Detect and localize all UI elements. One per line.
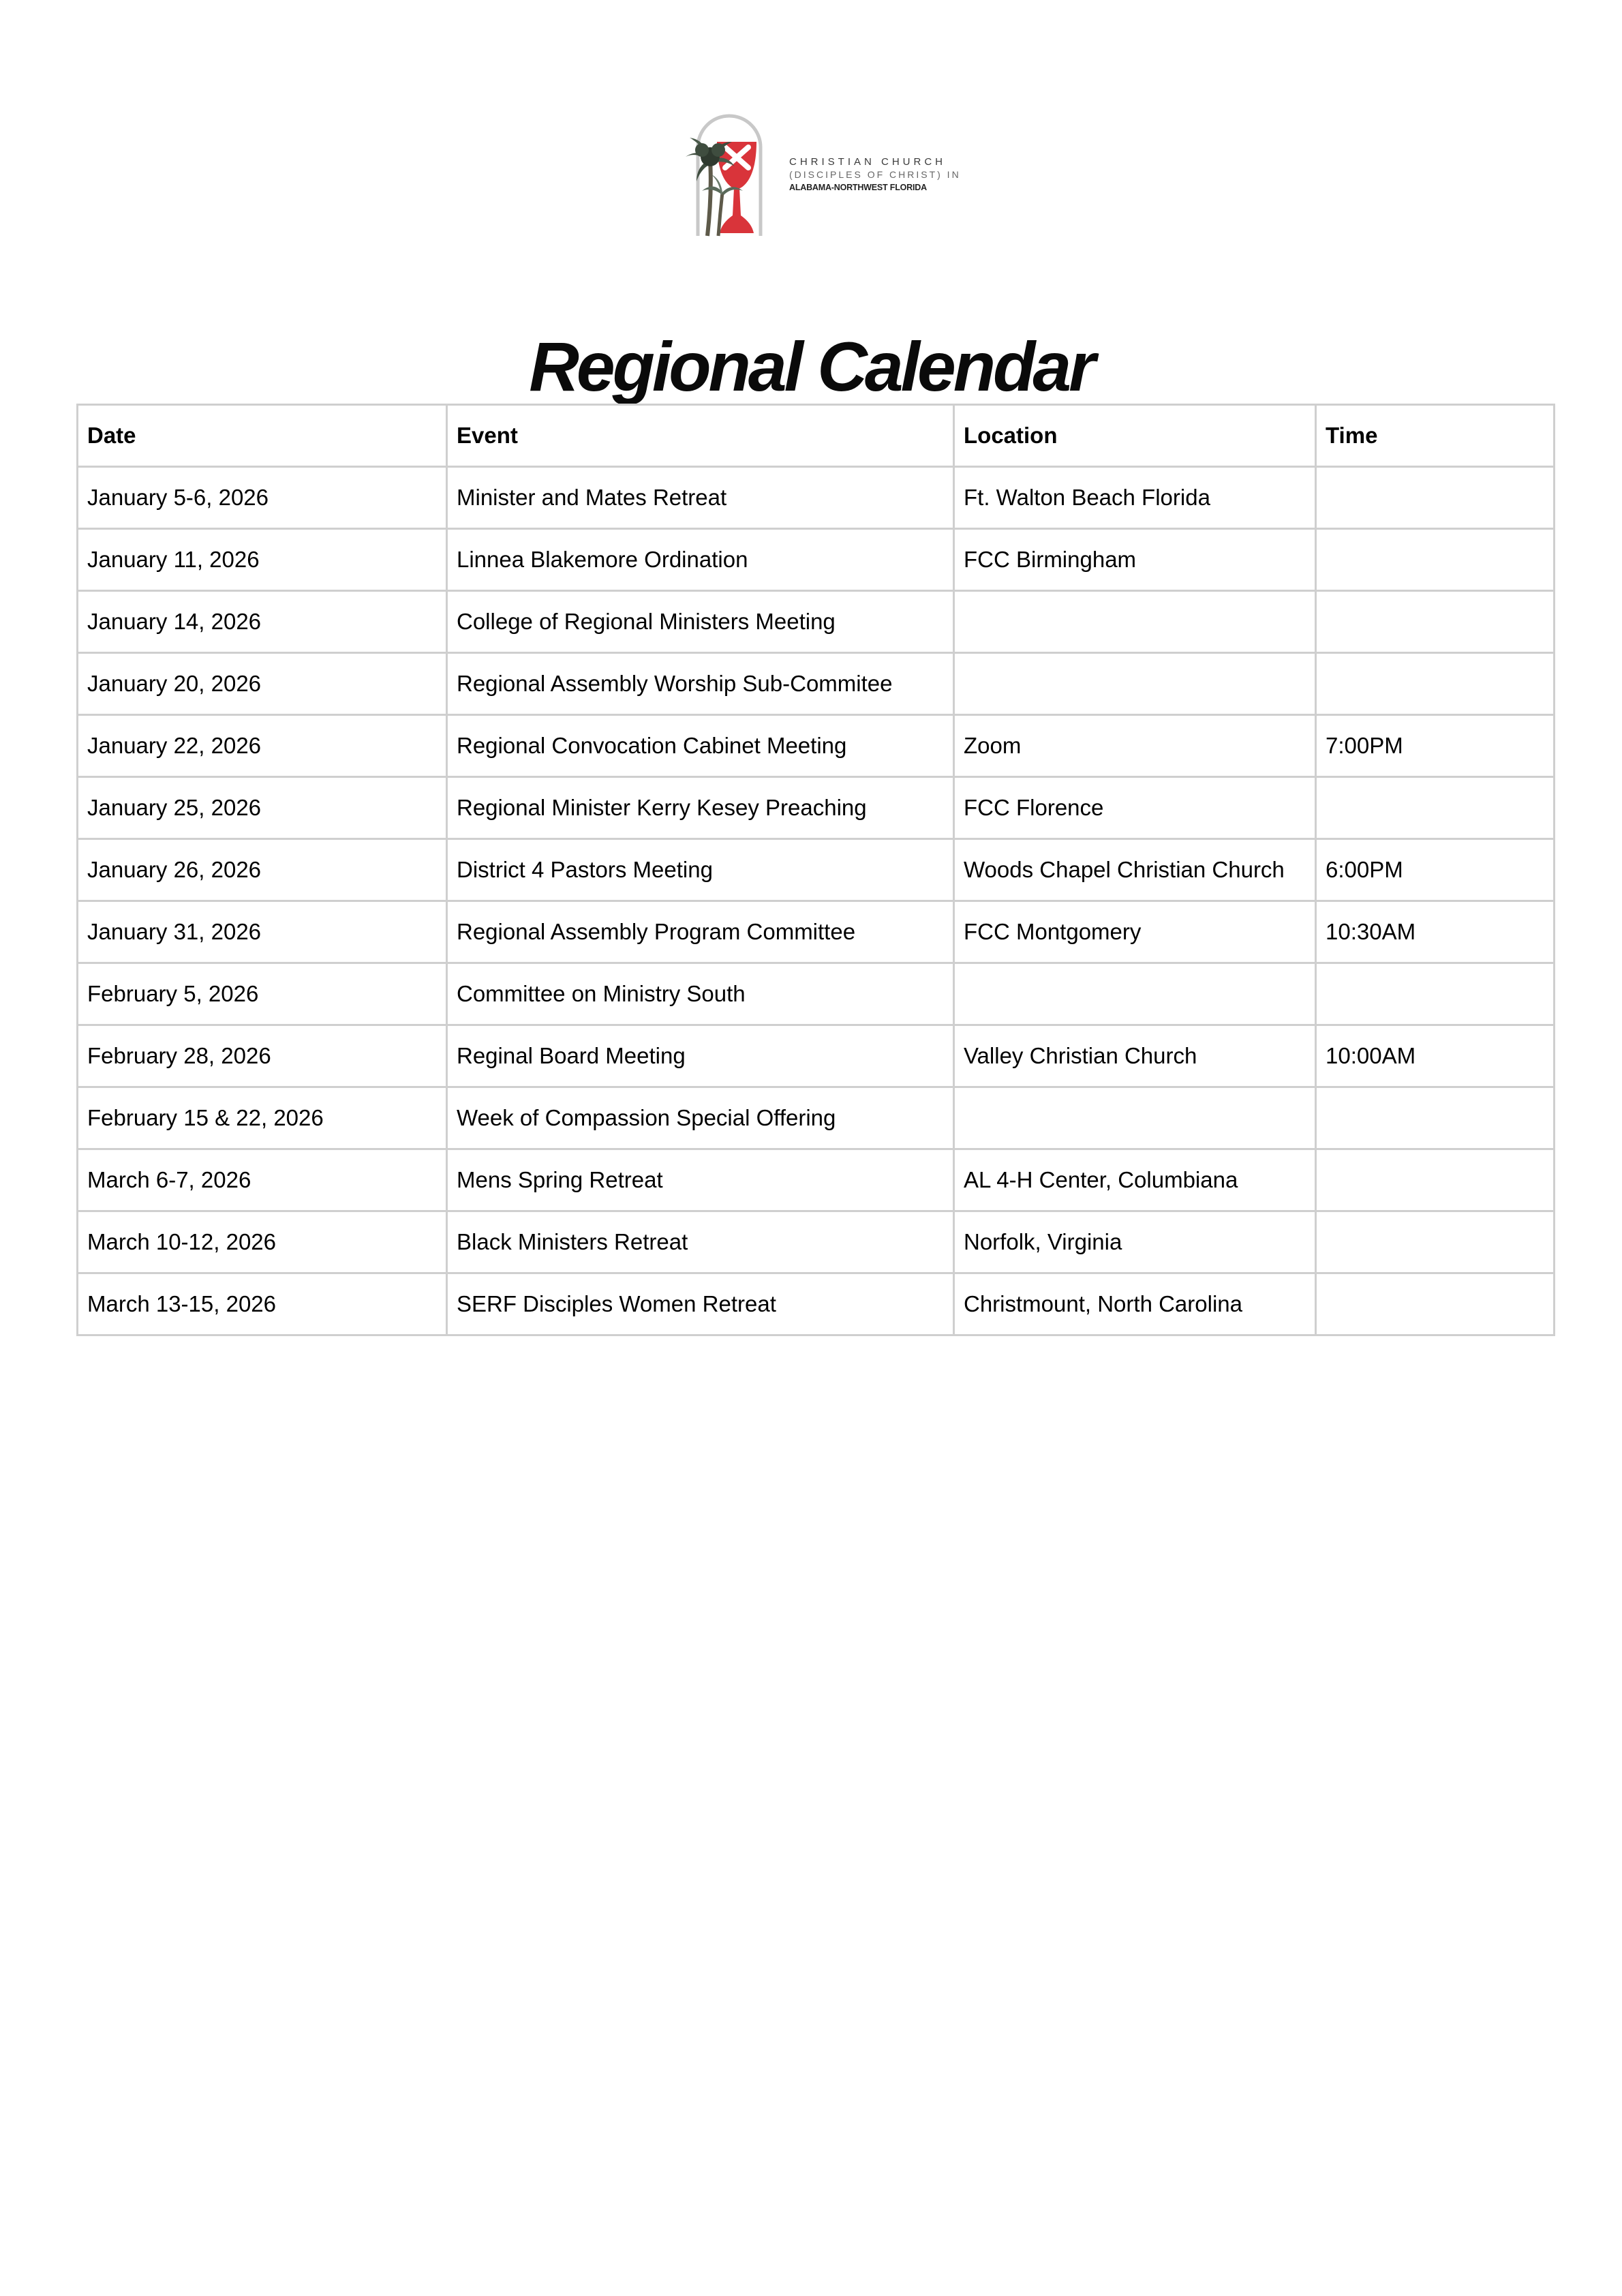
cell-location: Valley Christian Church [954, 1025, 1316, 1087]
cell-date: January 11, 2026 [78, 529, 447, 591]
cell-event: SERF Disciples Women Retreat [447, 1273, 954, 1335]
cell-event: Regional Convocation Cabinet Meeting [447, 715, 954, 777]
cell-event: Regional Assembly Program Committee [447, 901, 954, 963]
table-row [78, 901, 1555, 963]
cell-event: Reginal Board Meeting [447, 1025, 954, 1087]
cell-time [1316, 1273, 1555, 1335]
calendar-table [76, 404, 1555, 1336]
cell-date: January 25, 2026 [78, 777, 447, 839]
cell-event: College of Regional Ministers Meeting [447, 591, 954, 653]
cell-location: FCC Montgomery [954, 901, 1316, 963]
logo-text [789, 155, 960, 194]
table-row [78, 963, 1555, 1025]
cell-location [954, 653, 1316, 715]
table-header-row [78, 405, 1555, 467]
header-event: Event [447, 405, 954, 467]
cell-location: FCC Florence [954, 777, 1316, 839]
cell-time [1316, 1087, 1555, 1149]
cell-location: Zoom [954, 715, 1316, 777]
header-location: Location [954, 405, 1316, 467]
cell-location [954, 1087, 1316, 1149]
table-row [78, 591, 1555, 653]
cell-time [1316, 1149, 1555, 1211]
cell-time [1316, 777, 1555, 839]
cell-event: Regional Assembly Worship Sub-Commitee [447, 653, 954, 715]
cell-location: FCC Birmingham [954, 529, 1316, 591]
header-date: Date [78, 405, 447, 467]
cell-event: Linnea Blakemore Ordination [447, 529, 954, 591]
table-row [78, 1149, 1555, 1211]
cell-date: January 14, 2026 [78, 591, 447, 653]
header-time: Time [1316, 405, 1555, 467]
cell-date: February 28, 2026 [78, 1025, 447, 1087]
table-row [78, 653, 1555, 715]
table-row [78, 839, 1555, 901]
cell-event: Black Ministers Retreat [447, 1211, 954, 1273]
cell-event: District 4 Pastors Meeting [447, 839, 954, 901]
cell-location: Christmount, North Carolina [954, 1273, 1316, 1335]
cell-date: February 5, 2026 [78, 963, 447, 1025]
cell-event: Week of Compassion Special Offering [447, 1087, 954, 1149]
cell-time [1316, 529, 1555, 591]
table-row [78, 715, 1555, 777]
cell-date: January 20, 2026 [78, 653, 447, 715]
cell-date: January 26, 2026 [78, 839, 447, 901]
cell-event: Minister and Mates Retreat [447, 467, 954, 529]
cell-location: Woods Chapel Christian Church [954, 839, 1316, 901]
cell-time: 10:00AM [1316, 1025, 1555, 1087]
logo-line-3: ALABAMA-NORTHWEST FLORIDA [789, 183, 927, 192]
cell-time [1316, 1211, 1555, 1273]
cell-location: Norfolk, Virginia [954, 1211, 1316, 1273]
cell-date: January 31, 2026 [78, 901, 447, 963]
cell-date: March 6-7, 2026 [78, 1149, 447, 1211]
cell-time: 7:00PM [1316, 715, 1555, 777]
table-row [78, 467, 1555, 529]
cell-date: March 10-12, 2026 [78, 1211, 447, 1273]
cell-location [954, 963, 1316, 1025]
cell-date: February 15 & 22, 2026 [78, 1087, 447, 1149]
cell-event: Committee on Ministry South [447, 963, 954, 1025]
cell-time [1316, 653, 1555, 715]
cell-location: AL 4-H Center, Columbiana [954, 1149, 1316, 1211]
table-row [78, 1087, 1555, 1149]
chalice-palm-icon [682, 102, 777, 239]
church-logo [682, 102, 961, 239]
logo-line-2: (DISCIPLES OF CHRIST) IN [789, 169, 961, 180]
cell-time: 10:30AM [1316, 901, 1555, 963]
cell-location: Ft. Walton Beach Florida [954, 467, 1316, 529]
cell-time [1316, 591, 1555, 653]
table-row [78, 1025, 1555, 1087]
cell-time: 6:00PM [1316, 839, 1555, 901]
cell-time [1316, 963, 1555, 1025]
cell-date: January 22, 2026 [78, 715, 447, 777]
table-row [78, 777, 1555, 839]
table-row [78, 529, 1555, 591]
table-row [78, 1211, 1555, 1273]
cell-event: Mens Spring Retreat [447, 1149, 954, 1211]
logo-line-1: CHRISTIAN CHURCH [789, 156, 946, 168]
cell-date: January 5-6, 2026 [78, 467, 447, 529]
cell-location [954, 591, 1316, 653]
cell-time [1316, 467, 1555, 529]
table-row [78, 1273, 1555, 1335]
cell-date: March 13-15, 2026 [78, 1273, 447, 1335]
cell-event: Regional Minister Kerry Kesey Preaching [447, 777, 954, 839]
page-title: Regional Calendar [529, 328, 1093, 406]
